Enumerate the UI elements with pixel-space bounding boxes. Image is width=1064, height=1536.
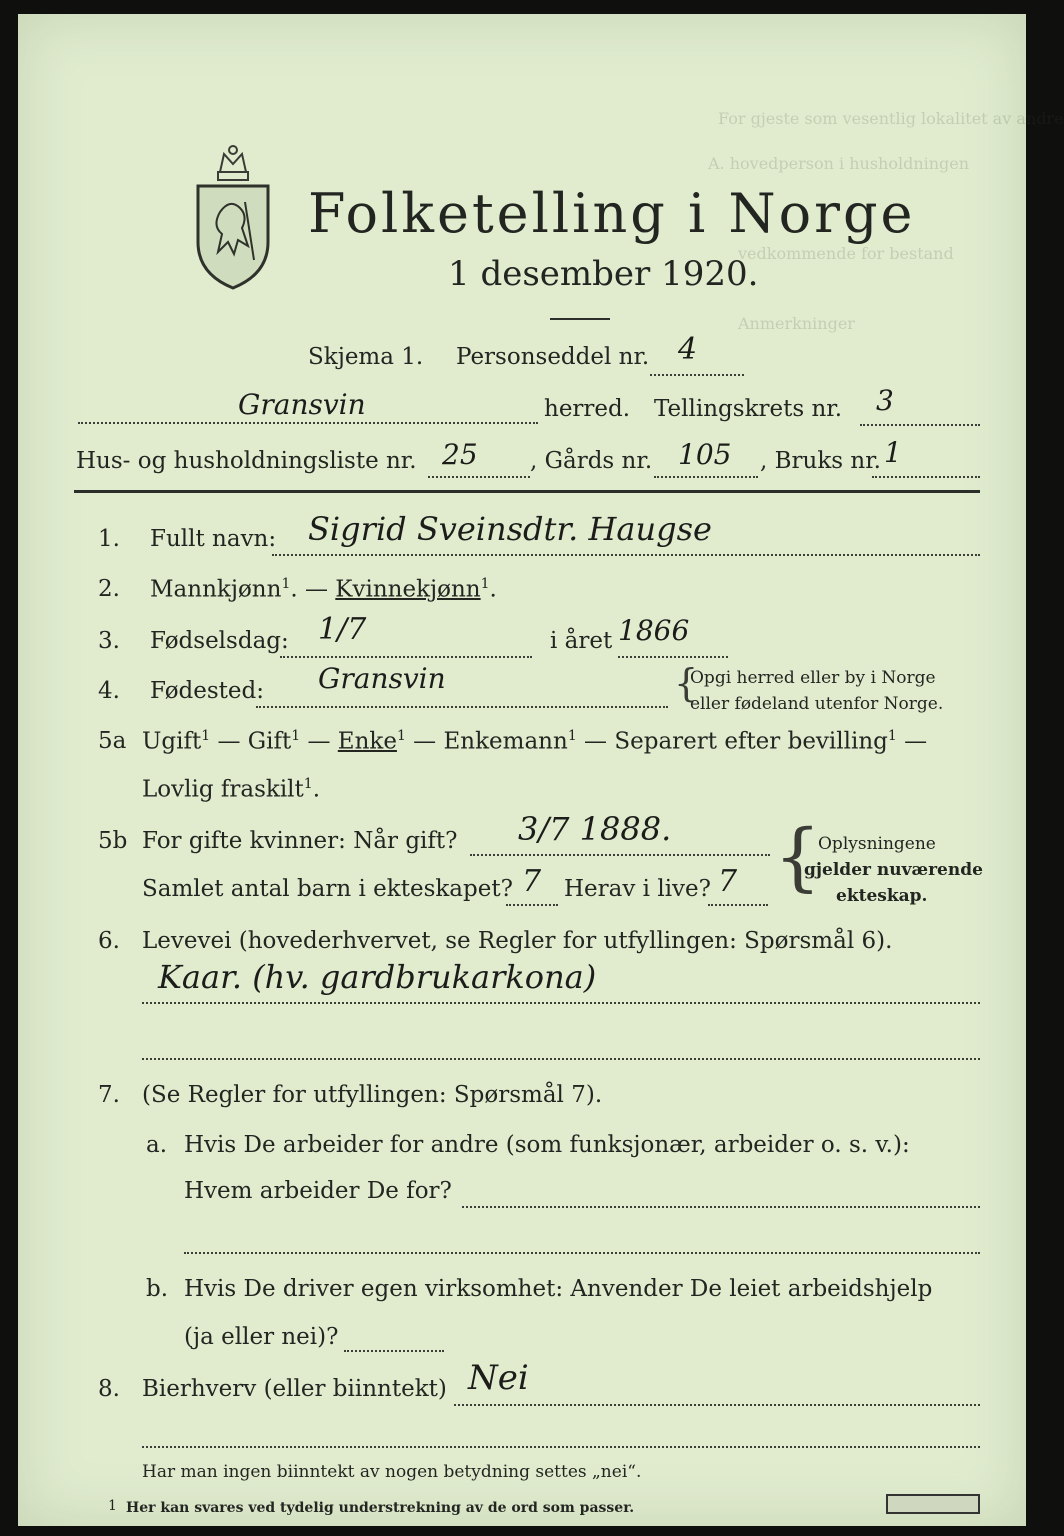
occupation-label: Levevei (hovederhvervet, se Regler for utfyllingen: Spørsmål 6). xyxy=(142,928,893,954)
side-income-value: Nei xyxy=(468,1358,529,1398)
q5a-number: 5a xyxy=(98,728,127,754)
q3-number: 3. xyxy=(98,628,120,654)
skjema-label: Skjema 1. xyxy=(308,344,424,370)
children-alive-value: 7 xyxy=(718,864,738,899)
marriage-note-line1: Oplysningene xyxy=(818,834,936,854)
hired-help-line xyxy=(344,1350,444,1352)
bruks-value: 1 xyxy=(884,436,902,469)
q7-label: (Se Regler for utfyllingen: Spørsmål 7). xyxy=(142,1082,603,1108)
hired-help-label: (ja eller nei)? xyxy=(184,1324,339,1350)
marriage-note-text: gjelder nuværende xyxy=(804,860,983,880)
herred-value: Gransvin xyxy=(238,388,366,421)
full-name-label: Fullt navn: xyxy=(150,526,277,552)
married-when-value: 3/7 1888. xyxy=(518,810,672,848)
birthdate-line xyxy=(280,656,532,658)
marital-ugift: Ugift xyxy=(142,728,202,755)
children-total-label: Samlet antal barn i ekteskapet? xyxy=(142,876,513,902)
footnote-ref: 1 xyxy=(281,576,291,592)
gender-male: Mannkjønn xyxy=(150,576,282,603)
herred-label: herred. xyxy=(544,396,631,422)
footnote-ref: 1 xyxy=(291,728,301,744)
full-name-line xyxy=(272,554,980,556)
footnote-ref: 1 xyxy=(887,728,897,744)
herred-line xyxy=(78,422,538,424)
employer-line2 xyxy=(184,1252,980,1254)
footnote-ref: 1 xyxy=(480,576,490,592)
title-divider xyxy=(550,318,610,320)
separator: — xyxy=(210,728,248,755)
period: . xyxy=(489,576,497,603)
side-income-note: Har man ingen biinntekt av nogen betydning settes „nei“. xyxy=(142,1462,642,1482)
q7b-label: Hvis De driver egen virksomhet: Anvender De leiet arbeidshjelp xyxy=(184,1276,933,1302)
footnote-ref: 1 xyxy=(201,728,211,744)
printer-stamp xyxy=(886,1494,980,1514)
occupation-line1 xyxy=(142,1002,980,1004)
gards-value: 105 xyxy=(678,438,732,471)
children-alive-line xyxy=(708,904,768,906)
marital-enkemann: Enkemann xyxy=(443,728,568,755)
personseddel-line xyxy=(650,374,744,376)
birth-year-value: 1866 xyxy=(618,614,690,647)
bruks-label: , Bruks nr. xyxy=(760,448,881,474)
marital-status-options xyxy=(142,728,927,755)
employer-label: Hvem arbeider De for? xyxy=(184,1178,452,1204)
footnote-ref: 1 xyxy=(396,728,406,744)
norway-coat-of-arms-icon xyxy=(190,142,276,292)
q1-number: 1. xyxy=(98,526,120,552)
marital-lovlig-line xyxy=(142,776,320,803)
bruks-line xyxy=(872,476,980,478)
tellingskrets-label: Tellingskrets nr. xyxy=(654,396,843,422)
side-income-label: Bierhverv (eller biinntekt) xyxy=(142,1376,447,1402)
birthplace-line xyxy=(256,706,668,708)
separator: — xyxy=(896,728,928,755)
full-name-value: Sigrid Sveinsdtr. Haugse xyxy=(308,510,712,548)
marriage-note-line2 xyxy=(804,860,983,880)
q2-number: 2. xyxy=(98,576,120,602)
separator: — xyxy=(300,728,338,755)
marital-separert: Separert efter bevilling xyxy=(614,728,888,755)
employer-line xyxy=(462,1206,980,1208)
side-income-line2 xyxy=(142,1446,980,1448)
personseddel-label: Personseddel nr. xyxy=(456,344,650,370)
husliste-label: Hus- og husholdningsliste nr. xyxy=(76,448,417,474)
tellingskrets-line xyxy=(860,424,980,426)
census-date: 1 desember 1920. xyxy=(448,254,759,294)
q6-number: 6. xyxy=(98,928,120,954)
footnote-marker: 1 xyxy=(108,1498,117,1514)
marital-lovlig-fraskilt: Lovlig fraskilt xyxy=(142,776,304,803)
separator: — xyxy=(576,728,615,755)
birthdate-value: 1/7 xyxy=(318,612,367,647)
birth-year-line xyxy=(618,656,728,658)
q7-number: 7. xyxy=(98,1082,120,1108)
children-alive-label: Herav i live? xyxy=(564,876,711,902)
birthplace-note-line1: Opgi herred eller by i Norge xyxy=(690,668,936,688)
husliste-line xyxy=(428,476,530,478)
footnote-text: Her kan svares ved tydelig understrekning av de ord som passer. xyxy=(126,1500,635,1516)
q7a-letter: a. xyxy=(146,1132,168,1158)
brace-icon: { xyxy=(674,661,699,705)
birthplace-label: Fødested: xyxy=(150,678,265,704)
occupation-value: Kaar. (hv. gardbrukarkona) xyxy=(158,958,597,996)
q7b-letter: b. xyxy=(146,1276,169,1302)
q5b-number: 5b xyxy=(98,828,128,854)
children-total-line xyxy=(506,904,558,906)
period: . xyxy=(312,776,321,803)
tellingskrets-value: 3 xyxy=(876,384,894,417)
census-form-sheet: For gjeste som vesentlig lokalitet av andre A. hovedperson i husholdningen vedkommende for bestand Anmerkninger Folketelling i Norge 1 desember 1920. Skjema 1. Personseddel nr. 4 Gransvin herred. Tellingskrets nr. 3 Hus- og husholdningsliste nr. 25 , Gårds nr. 105 , Bruks nr. 1 1. Fullt navn: Sigrid Sveinsdtr. Haugse 2. Mannkjønn$^1$. — Kvinnekjønn$^1$. 3. Fødselsdag: 1/7 i året 1866 4. Fødested: Gransvin { Opgi herred eller by i Norge eller fødeland utenfor Norge. 5a Ugift$^1$ — Gift$^1$ — Enke$^1$ — Enkemann$^1$ — Separert efter bevilling$^1$ — Lovlig fraskilt$^1$. 5b For gifte kvinner: Når gift? 3/7 1888. Samlet antal barn i ekteskapet? 7 Herav i live? 7 { Oplysningene gjelder nuværende ekteskap. 6. Levevei (hovederhvervet, se Regler for utfyllingen: Spørsmål 6). Kaar. (hv. gardbrukarkona) 7. (Se Regler for utfyllingen: Spørsmål 7). a. Hvis De arbeider for andre (som funksjonær, arbeider o. s. v.): Hvem arbeider De for? b. Hvis De driver egen virksomhet: Anvender De leiet arbeidshjelp (ja eller nei)? 8. Bierhverv (eller biinntekt) Nei Har man ingen biinntekt av nogen betydning settes „nei“. 1 Her kan svares ved tydelig understrekning av de ord som passer. xyxy=(18,14,1026,1526)
q7a-label: Hvis De arbeider for andre (som funksjonær, arbeider o. s. v.): xyxy=(184,1132,910,1158)
children-total-value: 7 xyxy=(522,864,542,899)
footnote-ref: 1 xyxy=(567,728,577,744)
marital-enke-selected: Enke xyxy=(337,728,397,755)
birthplace-note-line2: eller fødeland utenfor Norge. xyxy=(690,694,944,714)
birthdate-label: Fødselsdag: xyxy=(150,628,289,654)
married-when-label: For gifte kvinner: Når gift? xyxy=(142,828,458,854)
q4-number: 4. xyxy=(98,678,120,704)
footnote-ref: 1 xyxy=(303,776,313,792)
gards-line xyxy=(654,476,758,478)
birth-year-label: i året xyxy=(550,628,613,654)
side-income-line xyxy=(454,1404,980,1406)
q8-number: 8. xyxy=(98,1376,120,1402)
gender-female-selected: Kvinnekjønn xyxy=(335,576,481,603)
header-separator xyxy=(74,490,980,493)
birthplace-value: Gransvin xyxy=(318,662,446,695)
married-when-line xyxy=(470,854,770,856)
brace-icon: { xyxy=(774,814,822,900)
marital-gift: Gift xyxy=(247,728,292,755)
husliste-value: 25 xyxy=(442,438,478,471)
gards-label: , Gårds nr. xyxy=(530,448,653,474)
occupation-line2 xyxy=(142,1058,980,1060)
marriage-note-line3: ekteskap. xyxy=(836,886,928,906)
separator: — xyxy=(405,728,444,755)
form-title: Folketelling i Norge xyxy=(308,182,916,245)
personseddel-value: 4 xyxy=(678,332,698,367)
separator: . — xyxy=(290,576,336,603)
gender-options xyxy=(150,576,497,603)
